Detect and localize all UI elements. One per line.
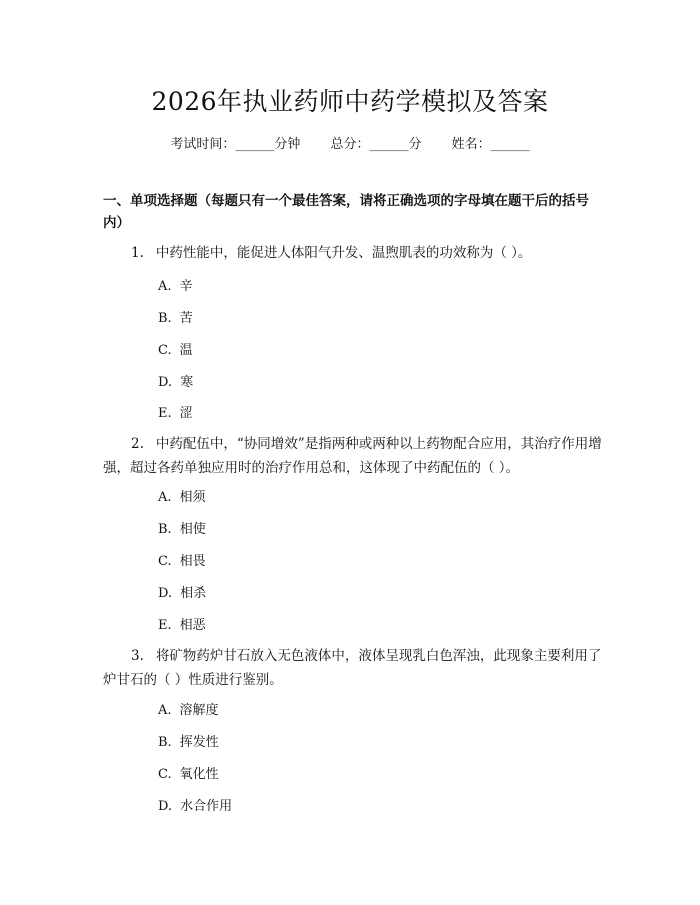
- exam-meta: [0, 133, 700, 152]
- option-2e: E. 相恶: [158, 618, 206, 633]
- question-3: [103, 644, 603, 692]
- page-title: 2026年执业药师中药学模拟及答案: [151, 87, 549, 116]
- option-2c: C. 相畏: [158, 554, 206, 569]
- question-number: 2.: [131, 436, 144, 452]
- option-1e: E. 涩: [158, 406, 193, 421]
- option-2d: D. 相杀: [158, 586, 207, 601]
- name-field: 姓名：______: [451, 137, 530, 152]
- option-3b: B. 挥发性: [158, 735, 219, 750]
- option-1d: D. 寒: [158, 375, 194, 390]
- option-3d: D. 水合作用: [158, 799, 233, 814]
- option-2a: A. 相须: [158, 490, 206, 505]
- question-text: 将矿物药炉甘石放入无色液体中，液体呈现乳白色浑浊，此现象主要利用了炉甘石的（ ）性质进行鉴别。: [103, 648, 602, 688]
- question-text: 中药配伍中，“协同增效”是指两种或两种以上药物配合应用，其治疗作用增强，超过各药单独应用时的治疗作用总和，这体现了中药配伍的（ ）。: [103, 436, 602, 476]
- option-3a: A. 溶解度: [158, 703, 219, 718]
- option-1a: A. 辛: [158, 279, 193, 294]
- question-2: [103, 432, 603, 480]
- option-1c: C. 温: [158, 343, 193, 358]
- section-heading: 一、单项选择题（每题只有一个最佳答案，请将正确选项的字母填在题干后的括号内）: [103, 193, 589, 231]
- total-score-field: 总分：______分: [330, 137, 422, 152]
- question-number: 1.: [131, 245, 144, 261]
- option-1b: B. 苦: [158, 311, 193, 326]
- option-3c: C. 氧化性: [158, 767, 219, 782]
- exam-time-field: 考试时间：______分钟: [170, 137, 301, 152]
- question-number: 3.: [131, 648, 144, 664]
- question-text: 中药性能中，能促进人体阳气升发、温煦肌表的功效称为（ ）。: [155, 245, 532, 261]
- option-2b: B. 相使: [158, 522, 206, 537]
- question-1: [103, 241, 603, 265]
